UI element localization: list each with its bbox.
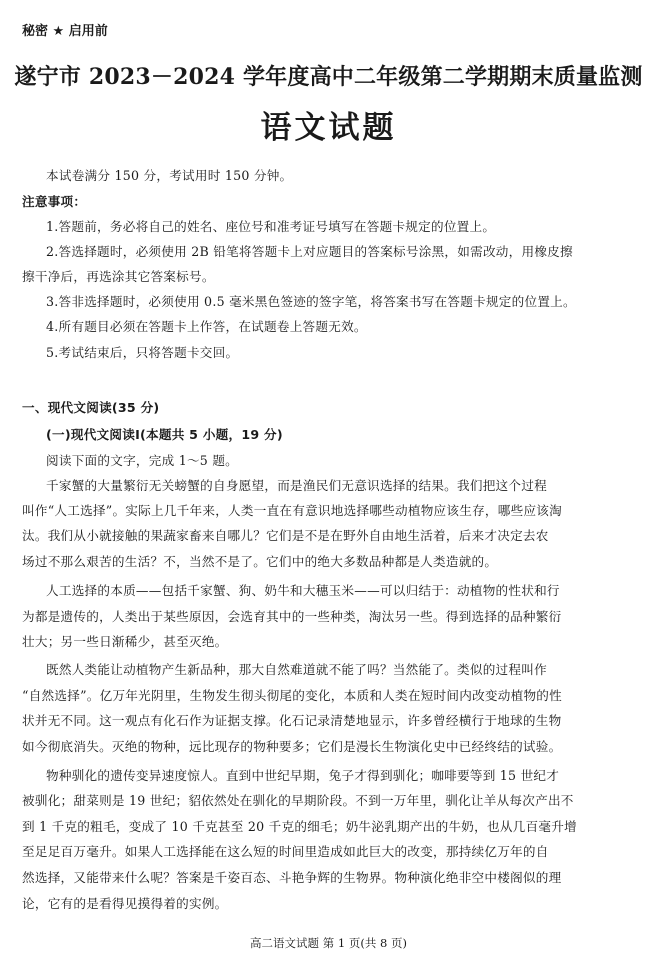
- subject-title: 语文试题: [260, 110, 397, 146]
- section-instruction: 阅读下面的文字，完成 1～5 题。: [46, 453, 239, 468]
- section-subheading: (一)现代文阅读Ⅰ(本题共 5 小题，19 分): [46, 427, 283, 442]
- passage-line: 人工选择的本质——包括千家蟹、狗、奶牛和大穗玉米——可以归结于：动植物的性状和行: [46, 583, 560, 598]
- passage-line: 如今彻底消失。灭绝的物种，远比现存的物种要多；它们是漫长生物演化史中已经终结的试验。: [22, 739, 562, 754]
- notice-line: 5.考试结束后，只将答题卡交回。: [46, 345, 239, 360]
- notice-line: 3.答非选择题时，必须使用 0.5 毫米黑色签迹的签字笔，将答案书写在答题卡规定的位置上。: [46, 294, 576, 309]
- passage-line: 场过不那么艰苦的生活？不，当然不是了。它们中的绝大多数品种都是人类造就的。: [22, 554, 498, 569]
- passage-line: 叫作“人工选择”。实际上几千年来，人类一直在有意识地选择哪些动植物应该生存，哪些应该淘: [22, 503, 562, 518]
- section-heading: 一、现代文阅读(35 分): [22, 400, 160, 415]
- passage-line: “自然选择”。亿万年光阴里，生物发生彻头彻尾的变化，本质和人类在短时间内改变动植物的性: [22, 688, 562, 703]
- notice-line: 4.所有题目必须在答题卡上作答，在试题卷上答题无效。: [46, 319, 367, 334]
- secret-mark: 秘密 ★ 启用前: [22, 24, 108, 39]
- passage-line: 千家蟹的大量繁衍无关螃蟹的自身愿望，而是渔民们无意识选择的结果。我们把这个过程: [46, 478, 547, 493]
- notice-line: 2.答选择题时，必须使用 2B 铅笔将答题卡上对应题目的答案标号涂黑，如需改动，用橡皮擦: [46, 244, 573, 259]
- passage-line: 为都是遗传的，人类出于某些原因，会选育其中的一些种类，淘汰另一些。得到选择的品种繁衍: [22, 609, 562, 624]
- passage-line: 然选择，又能带来什么呢？答案是千姿百态、斗艳争辉的生物界。物种演化绝非空中楼阁似的理: [22, 870, 562, 885]
- passage-line: 状并无不同。这一观点有化石作为证据支撑。化石记录清楚地显示，许多曾经横行于地球的生物: [22, 713, 562, 728]
- intro-line: 本试卷满分 150 分，考试用时 150 分钟。: [46, 168, 293, 183]
- notice-heading: 注意事项：: [22, 194, 87, 209]
- passage-line: 论，它有的是看得见摸得着的实例。: [22, 896, 228, 911]
- exam-title: 遂宁市 2023－2024 学年度高中二年级第二学期期末质量监测: [14, 64, 643, 90]
- passage-line: 壮大；另一些日渐稀少，甚至灭绝。: [22, 634, 228, 649]
- notice-line: 1.答题前，务必将自己的姓名、座位号和准考证号填写在答题卡规定的位置上。: [46, 219, 496, 234]
- passage-line: 物种驯化的遗传变异速度惊人。直到中世纪早期，兔子才得到驯化；咖啡要等到 15 世纪才: [46, 768, 560, 783]
- passage-line: 到 1 千克的粗毛，变成了 10 千克甚至 20 千克的细毛；奶牛泌乳期产出的牛奶，也从几百毫升增: [22, 819, 577, 834]
- passage-line: 既然人类能让动植物产生新品种，那大自然难道就不能了吗？当然能了。类似的过程叫作: [46, 662, 547, 677]
- page-footer: 高二语文试题 第 1 页(共 8 页): [250, 936, 407, 950]
- notice-line: 擦干净后，再选涂其它答案标号。: [22, 269, 215, 284]
- passage-line: 至足足百万毫升。如果人工选择能在这么短的时间里造成如此巨大的改变，那持续亿万年的自: [22, 844, 549, 859]
- passage-line: 被驯化；甜菜则是 19 世纪；貂依然处在驯化的早期阶段。不到一万年里，驯化让羊从每次产出不: [22, 793, 574, 808]
- passage-line: 汰。我们从小就接触的果蔬家畜来自哪儿？它们是不是在野外自由地生活着，后来才决定去农: [22, 528, 549, 543]
